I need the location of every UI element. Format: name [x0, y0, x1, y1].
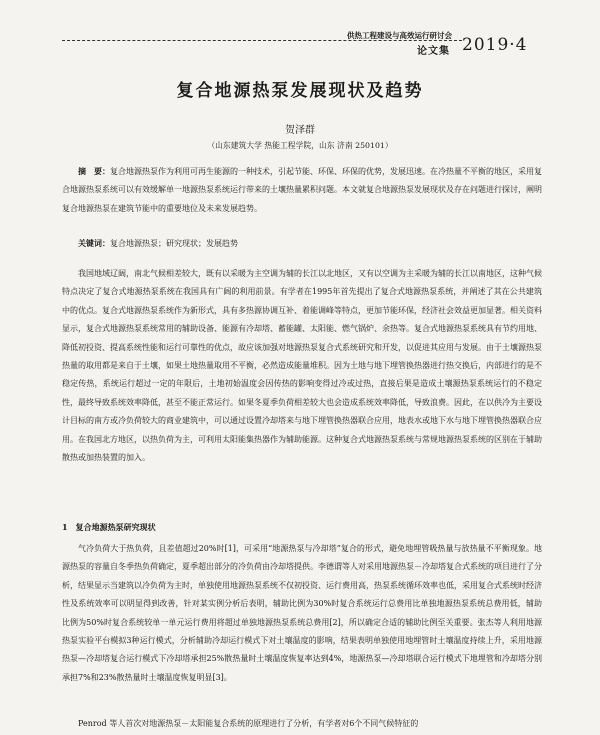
article-author: 贺泽群	[285, 125, 315, 136]
abstract-label: 摘 要：	[78, 166, 110, 176]
body-paragraph-intro: 我国地域辽阔，南北气候相差较大，既有以采暖为主空调为辅的长江以北地区，又有以空调为主采暖为辅的长江以南地区，这种气候特点决定了复合式地源热泵系统在我国具有广阔的利用前景。有学者在1995年首先提出了复合式地源热泵系统，并阐述了其在公共建筑中的优点。复合式地源热泵系统作为新形式，具有多热源协调互补、着能调峰等特点，更加节能环保，经济社会效益更加显著。相关资料显示，复合式地源热泵系统常用的辅助设备、能源有冷却塔、蓄能罐、太阳能、燃气锅炉、余热等。复合式地源热泵系统具有节约用地、降低初投资、提高系统性能和运行可靠性的优点，故应该加强对地源热泵复合式系统研究和开发，以促进其应用与发展。由于土壤源热泵热量的取用都是来自于土壤，如果土地热量取用不平衡，必然造成能量堆积。因为土地与地下埋管换热器进行热交换后，内部进行的是不稳定传热，系统运行超过一定的年限后，土地初始温度会因传热的影响变得过冷或过热，直接后果是造成土壤源热泵系统运行的不稳定性，最终导致系统效率降低，甚至不能正常运行。如果冬夏季负荷相差较大也会造成系统效率降低，导致浪费。因此，在以供冷为主要设计目标的南方或冷负荷较大的商业建筑中，可以通过设置冷却塔来与地下埋管换热器联合应用，地表水或地下水与地下埋管换热器联合应用。在我国北方地区，以热负荷为主，可利用太阳能集热器作为辅助能源。这种复合式地源热泵系统与常规地源热泵系统的区别在于辅助散热或加热装置的加入。	[62, 269, 542, 463]
header-rule	[62, 40, 462, 41]
body-paragraph-cooling-tower: 气冷负荷大于热负荷，且差值超过20%时[1]，可采用“地源热泵与冷却塔”复合的形式，避免地埋管吸热量与放热量不平衡现象。地源热泵的容量自冬季热负荷确定，夏季超出部分的冷负荷由冷却塔提供。李德谓等人对采用地源热泵－冷却塔复合式系统的项目进行了分析，结果显示当建筑以冷负荷为主时，单独使用地源热泵系统不仅初投资、运行费用高，热泵系统循环效率也低，采用复合式系统时经济性及系统效率可以明显得到改善，针对某实例分析后表明，辅助比例为30%时复合系统运行总费用比单独地源热泵系统总费用低，辅助比例为50%时复合系统较单一单元运行费用将超过单独地源热泵系统总费用[2]，所以确定合适的辅助比例至关重要。张杰等人利用地源热泵实验平台模拟3种运行模式，分析辅助冷却运行模式下对土壤温度的影响，结果表明单独使用地埋管时土壤温度持续上升，采用地源热泵—冷却塔复合运行模式下冷却塔承担25%散热量时土壤温度恢复率达到4%，地源热泵—冷却塔联合运行模式下地埋管和冷却塔分别承担7%和23%散热量时土壤温度恢复明显[3]。	[62, 544, 542, 682]
header-collection: 论文集	[417, 46, 450, 57]
header-conference: 供热工程建设与高效运行研讨会	[347, 31, 452, 40]
keywords-text: 复合地源热泵；研究现状；发展趋势	[110, 239, 238, 248]
abstract-text: 复合地源热泵作为利用可再生能源的一种技术，引起节能、环保、环保的优势，发展迅速。在冷热量不平衡的地区，采用复合地源热泵系统可以有效缓解单一地源热泵系统运行带来的土壤热量累积问题。本文就复合地源热泵发展现状及存在问题进行探讨，阐明复合地源热泵在建筑节能中的重要地位及未来发展趋势。	[62, 167, 542, 213]
keywords	[78, 238, 538, 249]
body-paragraph-solar: Penrod 等人首次对地源热泵－太阳能复合系统的原理进行了分析，有学者对6个不同气候特征的	[78, 719, 419, 728]
article-title: 复合地源热泵发展现状及趋势	[176, 81, 424, 101]
section-heading: 1 复合地源热泵研究现状	[62, 522, 156, 532]
header-year: 2019·4	[462, 35, 528, 55]
abstract	[62, 162, 542, 218]
keywords-label: 关键词：	[78, 238, 110, 248]
article-affiliation: （山东建筑大学 热能工程学院，山东 济南 250101）	[207, 141, 393, 150]
